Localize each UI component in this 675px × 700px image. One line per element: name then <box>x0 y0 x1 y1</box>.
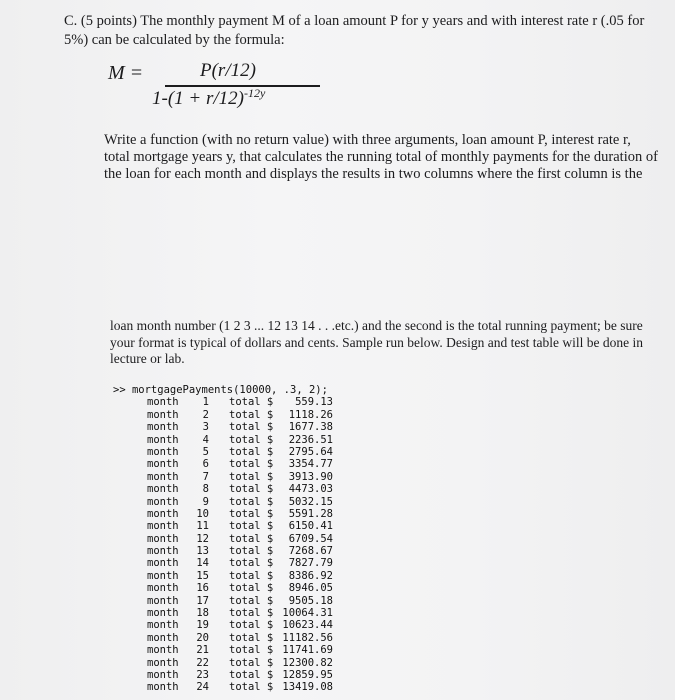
total-label: total $ <box>229 520 274 533</box>
running-total-amount: 7827.79 <box>288 557 333 570</box>
table-row <box>113 619 473 631</box>
month-label: month <box>147 594 179 607</box>
month-label: month <box>147 433 179 446</box>
running-total-amount: 4473.03 <box>288 483 333 496</box>
running-total-amount: 8946.05 <box>288 582 333 595</box>
month-number: 10 <box>196 507 209 520</box>
running-total-amount: 11741.69 <box>282 644 333 657</box>
month-label: month <box>147 507 179 520</box>
month-label: month <box>147 421 179 434</box>
table-row <box>113 471 473 483</box>
month-number: 13 <box>196 545 209 558</box>
table-row <box>113 520 473 532</box>
month-number: 14 <box>196 557 209 570</box>
month-number: 18 <box>196 607 209 620</box>
month-number: 4 <box>202 433 209 446</box>
total-label: total $ <box>229 644 274 657</box>
table-row <box>113 434 473 446</box>
running-total-amount: 5591.28 <box>288 507 333 520</box>
month-number: 9 <box>202 495 209 508</box>
table-row <box>113 582 473 594</box>
month-number: 20 <box>196 631 209 644</box>
month-number: 15 <box>196 569 209 582</box>
running-total-amount: 13419.08 <box>282 681 333 694</box>
month-label: month <box>147 445 179 458</box>
total-label: total $ <box>229 421 274 434</box>
month-number: 12 <box>196 532 209 545</box>
table-row <box>113 409 473 421</box>
month-label: month <box>147 545 179 558</box>
table-row <box>113 396 473 408</box>
month-label: month <box>147 396 179 409</box>
month-number: 7 <box>202 470 209 483</box>
total-label: total $ <box>229 545 274 558</box>
month-number: 19 <box>196 619 209 632</box>
total-label: total $ <box>229 433 274 446</box>
month-number: 5 <box>202 445 209 458</box>
running-total-amount: 8386.92 <box>288 569 333 582</box>
month-label: month <box>147 582 179 595</box>
running-total-amount: 12300.82 <box>282 656 333 669</box>
month-label: month <box>147 532 179 545</box>
month-label: month <box>147 607 179 620</box>
running-total-amount: 1118.26 <box>288 408 333 421</box>
month-label: month <box>147 669 179 681</box>
formula-denominator-wrap <box>152 86 265 110</box>
table-row <box>113 446 473 458</box>
table-row <box>113 570 473 582</box>
total-label: total $ <box>229 569 274 582</box>
month-number: 6 <box>202 458 209 471</box>
month-label: month <box>147 681 179 694</box>
table-row <box>113 508 473 520</box>
month-number: 1 <box>202 396 209 409</box>
total-label: total $ <box>229 619 274 632</box>
instructions-paragraph-2: loan month number (1 2 3 ... 12 13 14 . . .etc.) and the second is the total running payment; be sure your format is typical of dollars and cents. Sample run below. Design and test table will be done in lecture or lab. <box>110 318 643 366</box>
sample-run-command: >> mortgagePayments(10000, .3, 2); <box>113 384 328 396</box>
table-row <box>113 644 473 656</box>
table-row <box>113 669 473 681</box>
month-label: month <box>147 483 179 496</box>
month-label: month <box>147 557 179 570</box>
running-total-amount: 559.13 <box>295 396 333 409</box>
running-total-amount: 1677.38 <box>288 421 333 434</box>
total-label: total $ <box>229 582 274 595</box>
month-number: 11 <box>196 520 209 533</box>
running-total-amount: 6150.41 <box>288 520 333 533</box>
table-row <box>113 632 473 644</box>
month-number: 17 <box>196 594 209 607</box>
month-number: 2 <box>202 408 209 421</box>
month-label: month <box>147 408 179 421</box>
total-label: total $ <box>229 607 274 620</box>
month-label: month <box>147 470 179 483</box>
month-label: month <box>147 458 179 471</box>
table-row <box>113 483 473 495</box>
total-label: total $ <box>229 631 274 644</box>
total-label: total $ <box>229 470 274 483</box>
running-total-amount: 6709.54 <box>288 532 333 545</box>
table-row <box>113 595 473 607</box>
total-label: total $ <box>229 458 274 471</box>
total-label: total $ <box>229 495 274 508</box>
month-label: month <box>147 520 179 533</box>
table-row <box>113 496 473 508</box>
running-total-amount: 2236.51 <box>288 433 333 446</box>
month-number: 8 <box>202 483 209 496</box>
month-number: 3 <box>202 421 209 434</box>
running-total-amount: 10623.44 <box>282 619 333 632</box>
month-number: 16 <box>196 582 209 595</box>
formula-numerator: P(r/12) <box>200 60 256 81</box>
running-total-amount: 5032.15 <box>288 495 333 508</box>
table-row <box>113 458 473 470</box>
month-label: month <box>147 619 179 632</box>
total-label: total $ <box>229 483 274 496</box>
payment-formula <box>0 0 675 120</box>
running-total-amount: 9505.18 <box>288 594 333 607</box>
running-total-amount: 3913.90 <box>288 470 333 483</box>
running-total-amount: 12859.95 <box>282 669 333 681</box>
month-label: month <box>147 631 179 644</box>
formula-denominator: 1-(1 + r/12) <box>152 88 244 109</box>
running-total-amount: 10064.31 <box>282 607 333 620</box>
table-row <box>113 545 473 557</box>
total-label: total $ <box>229 557 274 570</box>
sample-run-table <box>113 396 473 693</box>
total-label: total $ <box>229 669 274 681</box>
month-label: month <box>147 656 179 669</box>
table-row <box>113 681 473 693</box>
formula-exponent: -12y <box>243 86 266 100</box>
table-row <box>113 557 473 569</box>
running-total-amount: 11182.56 <box>282 631 333 644</box>
table-row <box>113 533 473 545</box>
formula-lhs: M = <box>108 62 144 84</box>
month-label: month <box>147 569 179 582</box>
total-label: total $ <box>229 594 274 607</box>
table-row <box>113 421 473 433</box>
total-label: total $ <box>229 656 274 669</box>
running-total-amount: 7268.67 <box>288 545 333 558</box>
month-number: 23 <box>196 669 209 681</box>
table-row <box>113 657 473 669</box>
running-total-amount: 3354.77 <box>288 458 333 471</box>
running-total-amount: 2795.64 <box>288 445 333 458</box>
month-number: 22 <box>196 656 209 669</box>
month-label: month <box>147 644 179 657</box>
total-label: total $ <box>229 681 274 694</box>
month-number: 21 <box>196 644 209 657</box>
question-text: C. (5 points) The monthly payment M of a loan amount P for y years and with interest rate r (.05 for 5%) can be calculated by the formula: <box>64 13 645 48</box>
total-label: total $ <box>229 408 274 421</box>
total-label: total $ <box>229 507 274 520</box>
total-label: total $ <box>229 532 274 545</box>
total-label: total $ <box>229 445 274 458</box>
month-label: month <box>147 495 179 508</box>
month-number: 24 <box>196 681 209 694</box>
instructions-paragraph-1: Write a function (with no return value) with three arguments, loan amount P, interest rate r, total mortgage years y, that calculates the running total of monthly payments for the duration of the loan for each month and displays the results in two columns where the first column is the <box>104 132 658 182</box>
total-label: total $ <box>229 396 274 409</box>
sample-run-output <box>113 384 473 694</box>
table-row <box>113 607 473 619</box>
